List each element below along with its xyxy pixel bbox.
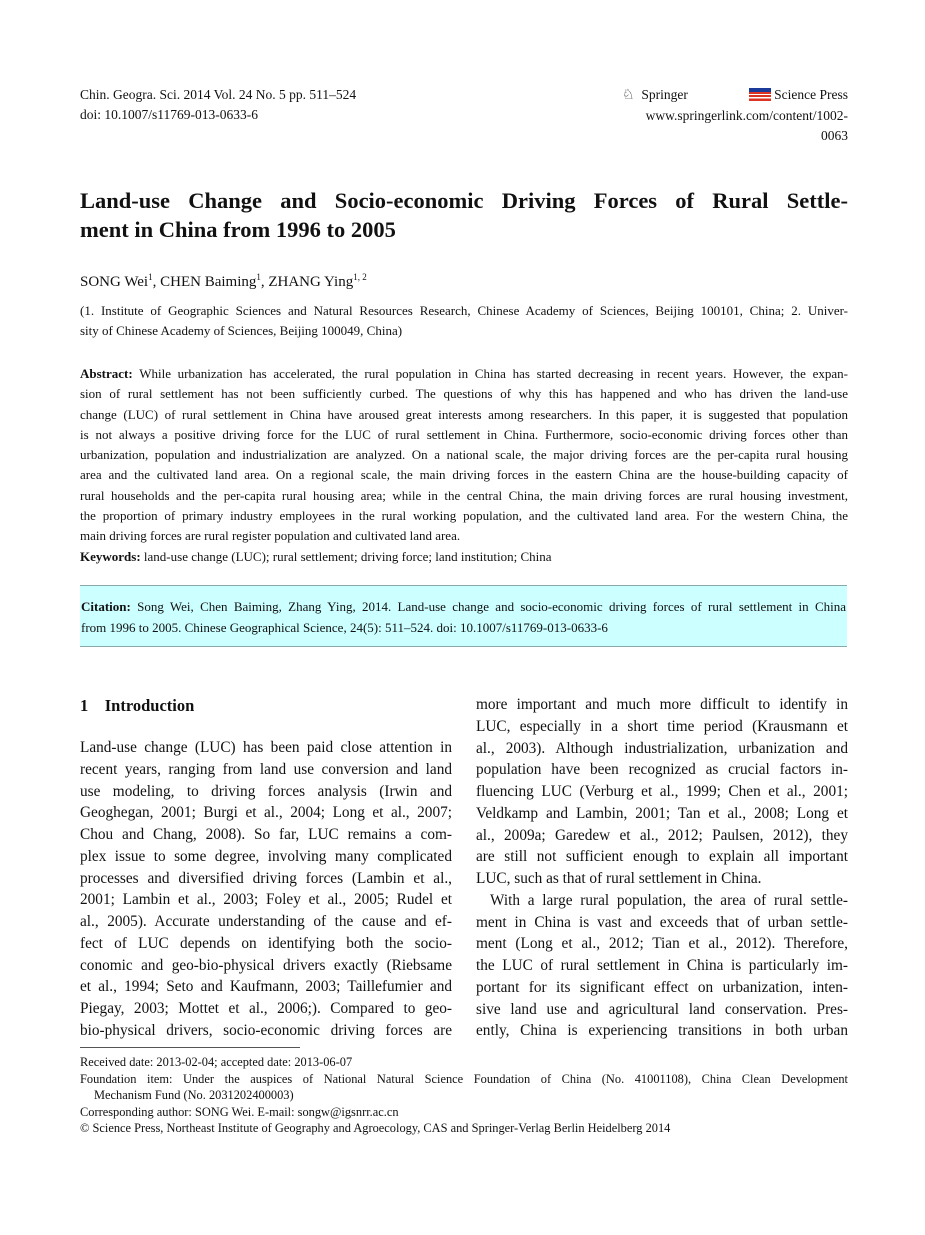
citation-label: Citation: [81, 599, 131, 614]
title-line: ment in China from 1996 to 2005 [80, 217, 396, 242]
section-number: 1 [80, 696, 89, 715]
text-line: the proportion of primary industry employees in the rural working population, and the cultivated land area. For the western China, the [80, 508, 848, 524]
springer-label: Springer [641, 87, 688, 102]
publisher-info [622, 85, 848, 146]
author-sup: 1 [148, 272, 153, 282]
abstract-body [80, 384, 848, 546]
author-sup: 1, 2 [353, 272, 367, 282]
text-line: plex issue to some degree, involving many complicated [80, 847, 452, 865]
section-heading [80, 696, 194, 716]
text-line: ment (Long et al., 2012; Tian et al., 2012). Therefore, [476, 935, 848, 953]
text-line: Land-use change (LUC) has been paid close attention in [80, 739, 452, 756]
section-title: Introduction [104, 696, 195, 715]
citation-line: from 1996 to 2005. Chinese Geographical Science, 24(5): 511–524. doi: 10.1007/s11769-013-0633-6 [81, 620, 608, 635]
abstract-line: While urbanization has accelerated, the rural population in China has started decreasing in recent years. However, the expan- [132, 366, 848, 381]
text-line: Chou and Chang, 2008). So far, LUC remains a com- [80, 826, 452, 843]
affiliation-line: (1. Institute of Geographic Sciences and Natural Resources Research, Chinese Academy of Sciences, Beijing 100101, China; 2. Univer- [80, 303, 848, 318]
left-column [80, 737, 452, 1042]
affiliations [80, 301, 848, 341]
text-line: 2001; Lambin et al., 2003; Foley et al., 2005; Rudel et [80, 891, 452, 909]
doi: doi: 10.1007/s11769-013-0633-6 [80, 107, 258, 122]
text-line: bio-physical drivers, socio-economic driving forces are [80, 1021, 452, 1039]
text-line: main driving forces are rural register population and cultivated land area. [80, 528, 461, 544]
foundation-item: Foundation item: Under the auspices of National Natural Science Foundation of China (No. 41001108), China Clean Development [80, 1071, 848, 1086]
text-line: al., 2003). Although industrialization, urbanization and [476, 739, 848, 757]
science-press-logo-icon [749, 88, 771, 101]
text-line: is not always a positive driving force for the LUC of rural settlement in China. Furthermore, socio-economic driving forces other than [80, 426, 848, 442]
abstract-label: Abstract: [80, 366, 133, 381]
text-line: more important and much more difficult to identify in [476, 696, 848, 713]
footnotes [80, 1054, 848, 1137]
author-sup: 1 [256, 272, 261, 282]
springer-url[interactable]: www.springerlink.com/content/1002-0063 [645, 108, 848, 143]
text-line: use modeling, to driving forces analysis (Irwin and [80, 782, 452, 800]
text-line: change (LUC) of rural settlement in China have aroused great interests among researchers. In this paper, it is suggested that population [80, 406, 848, 422]
text-line: ently, China is experiencing transitions in both urban [476, 1022, 848, 1040]
citation-line: Song Wei, Chen Baiming, Zhang Ying, 2014. Land-use change and socio-economic driving forces of rural settlement in China [130, 599, 846, 614]
author: SONG Wei [80, 274, 149, 290]
foundation-item-cont: Mechanism Fund (No. 2031202400003) [94, 1088, 294, 1102]
text-line: et al., 1994; Seto and Kaufmann, 2003; Taillefumier and [80, 978, 452, 996]
text-line: fluencing LUC (Verburg et al., 1999; Chen et al., 2001; [476, 783, 848, 800]
author: ZHANG Ying [268, 274, 354, 290]
text-line: ment in China is vast and exceeds that of urban settle- [476, 913, 848, 931]
footnote-rule [80, 1047, 300, 1048]
copyright: © Science Press, Northeast Institute of Geography and Agroecology, CAS and Springer-Verlag Berlin Heidelberg 2014 [80, 1121, 671, 1135]
text-line: recent years, ranging from land use conversion and land [80, 760, 452, 778]
text-line: processes and diversified driving forces (Lambin et al., [80, 869, 452, 887]
text-line: al., 2009a; Garedew et al., 2012; Paulsen, 2012), they [476, 826, 848, 844]
keywords-text: land-use change (LUC); rural settlement; driving force; land institution; China [140, 548, 552, 564]
text-line: population have been recognized as crucial factors in- [476, 761, 848, 779]
right-column [476, 694, 848, 1042]
affiliation-line: sity of Chinese Academy of Sciences, Beijing 100049, China) [80, 323, 403, 338]
text-line: rural households and the per-capita rural housing area; while in the central China, the main driving forces are rural housing investment, [80, 487, 848, 503]
text-line: are still not sufficient enough to explain all important [476, 848, 848, 866]
text-line: conomic and geo-bio-physical drivers exactly (Riebsame [80, 956, 452, 974]
text-line: portant for its significant effect on urbanization, inten- [476, 978, 848, 996]
corresponding-author: Corresponding author: SONG Wei. E-mail: songw@igsnrr.ac.cn [80, 1104, 399, 1119]
springer-logo-icon: ♘ [622, 88, 635, 103]
text-line: With a large rural population, the area of rural settle- [490, 891, 848, 909]
authors: SONG Wei$^1$, CHEN Baiming$^1$, ZHANG Ying$^{1, 2}$ [80, 272, 367, 290]
journal-citation: Chin. Geogra. Sci. 2014 Vol. 24 No. 5 pp. 511–524 [80, 87, 357, 102]
text-line: Veldkamp and Lambin, 2001; Tan et al., 2008; Long et [476, 804, 848, 822]
received-date: Received date: 2013-02-04; accepted date: 2013-06-07 [80, 1055, 353, 1069]
abstract [80, 364, 848, 567]
text-line: fect of LUC depends on identifying both the socio- [80, 934, 452, 952]
paper-title [80, 186, 848, 244]
text-line: Geoghegan, 2001; Burgi et al., 2004; Long et al., 2007; [80, 804, 452, 822]
title-line: Land-use Change and Socio-economic Driving Forces of Rural Settle- [80, 188, 848, 213]
text-line: urbanization, population and industrialization are analyzed. On a national scale, the major driving forces are the per-capita rural housing [80, 447, 848, 463]
text-line: LUC, such as that of rural settlement in China. [476, 870, 762, 887]
author: CHEN Baiming [160, 274, 257, 290]
text-line: area and the cultivated land area. On a regional scale, the main driving forces in the eastern China are the house-building capacity of [80, 467, 848, 483]
text-line: sive land use and agricultural land conservation. Pres- [476, 1000, 848, 1018]
keywords-label: Keywords: [80, 548, 141, 564]
citation-box [80, 585, 847, 647]
science-press-label: Science Press [774, 87, 848, 102]
text-line: LUC, especially in a short time period (Krausmann et [476, 717, 848, 735]
text-line: Piegay, 2003; Mottet et al., 2006;). Compared to geo- [80, 1000, 452, 1017]
text-line: sion of rural settlement has not been sufficiently curbed. The questions of why this has happened and who has driven the land-use [80, 386, 848, 402]
text-line: al., 2005). Accurate understanding of the cause and ef- [80, 913, 452, 930]
text-line: the LUC of rural settlement in China is particularly im- [476, 957, 848, 974]
journal-info [80, 85, 356, 125]
